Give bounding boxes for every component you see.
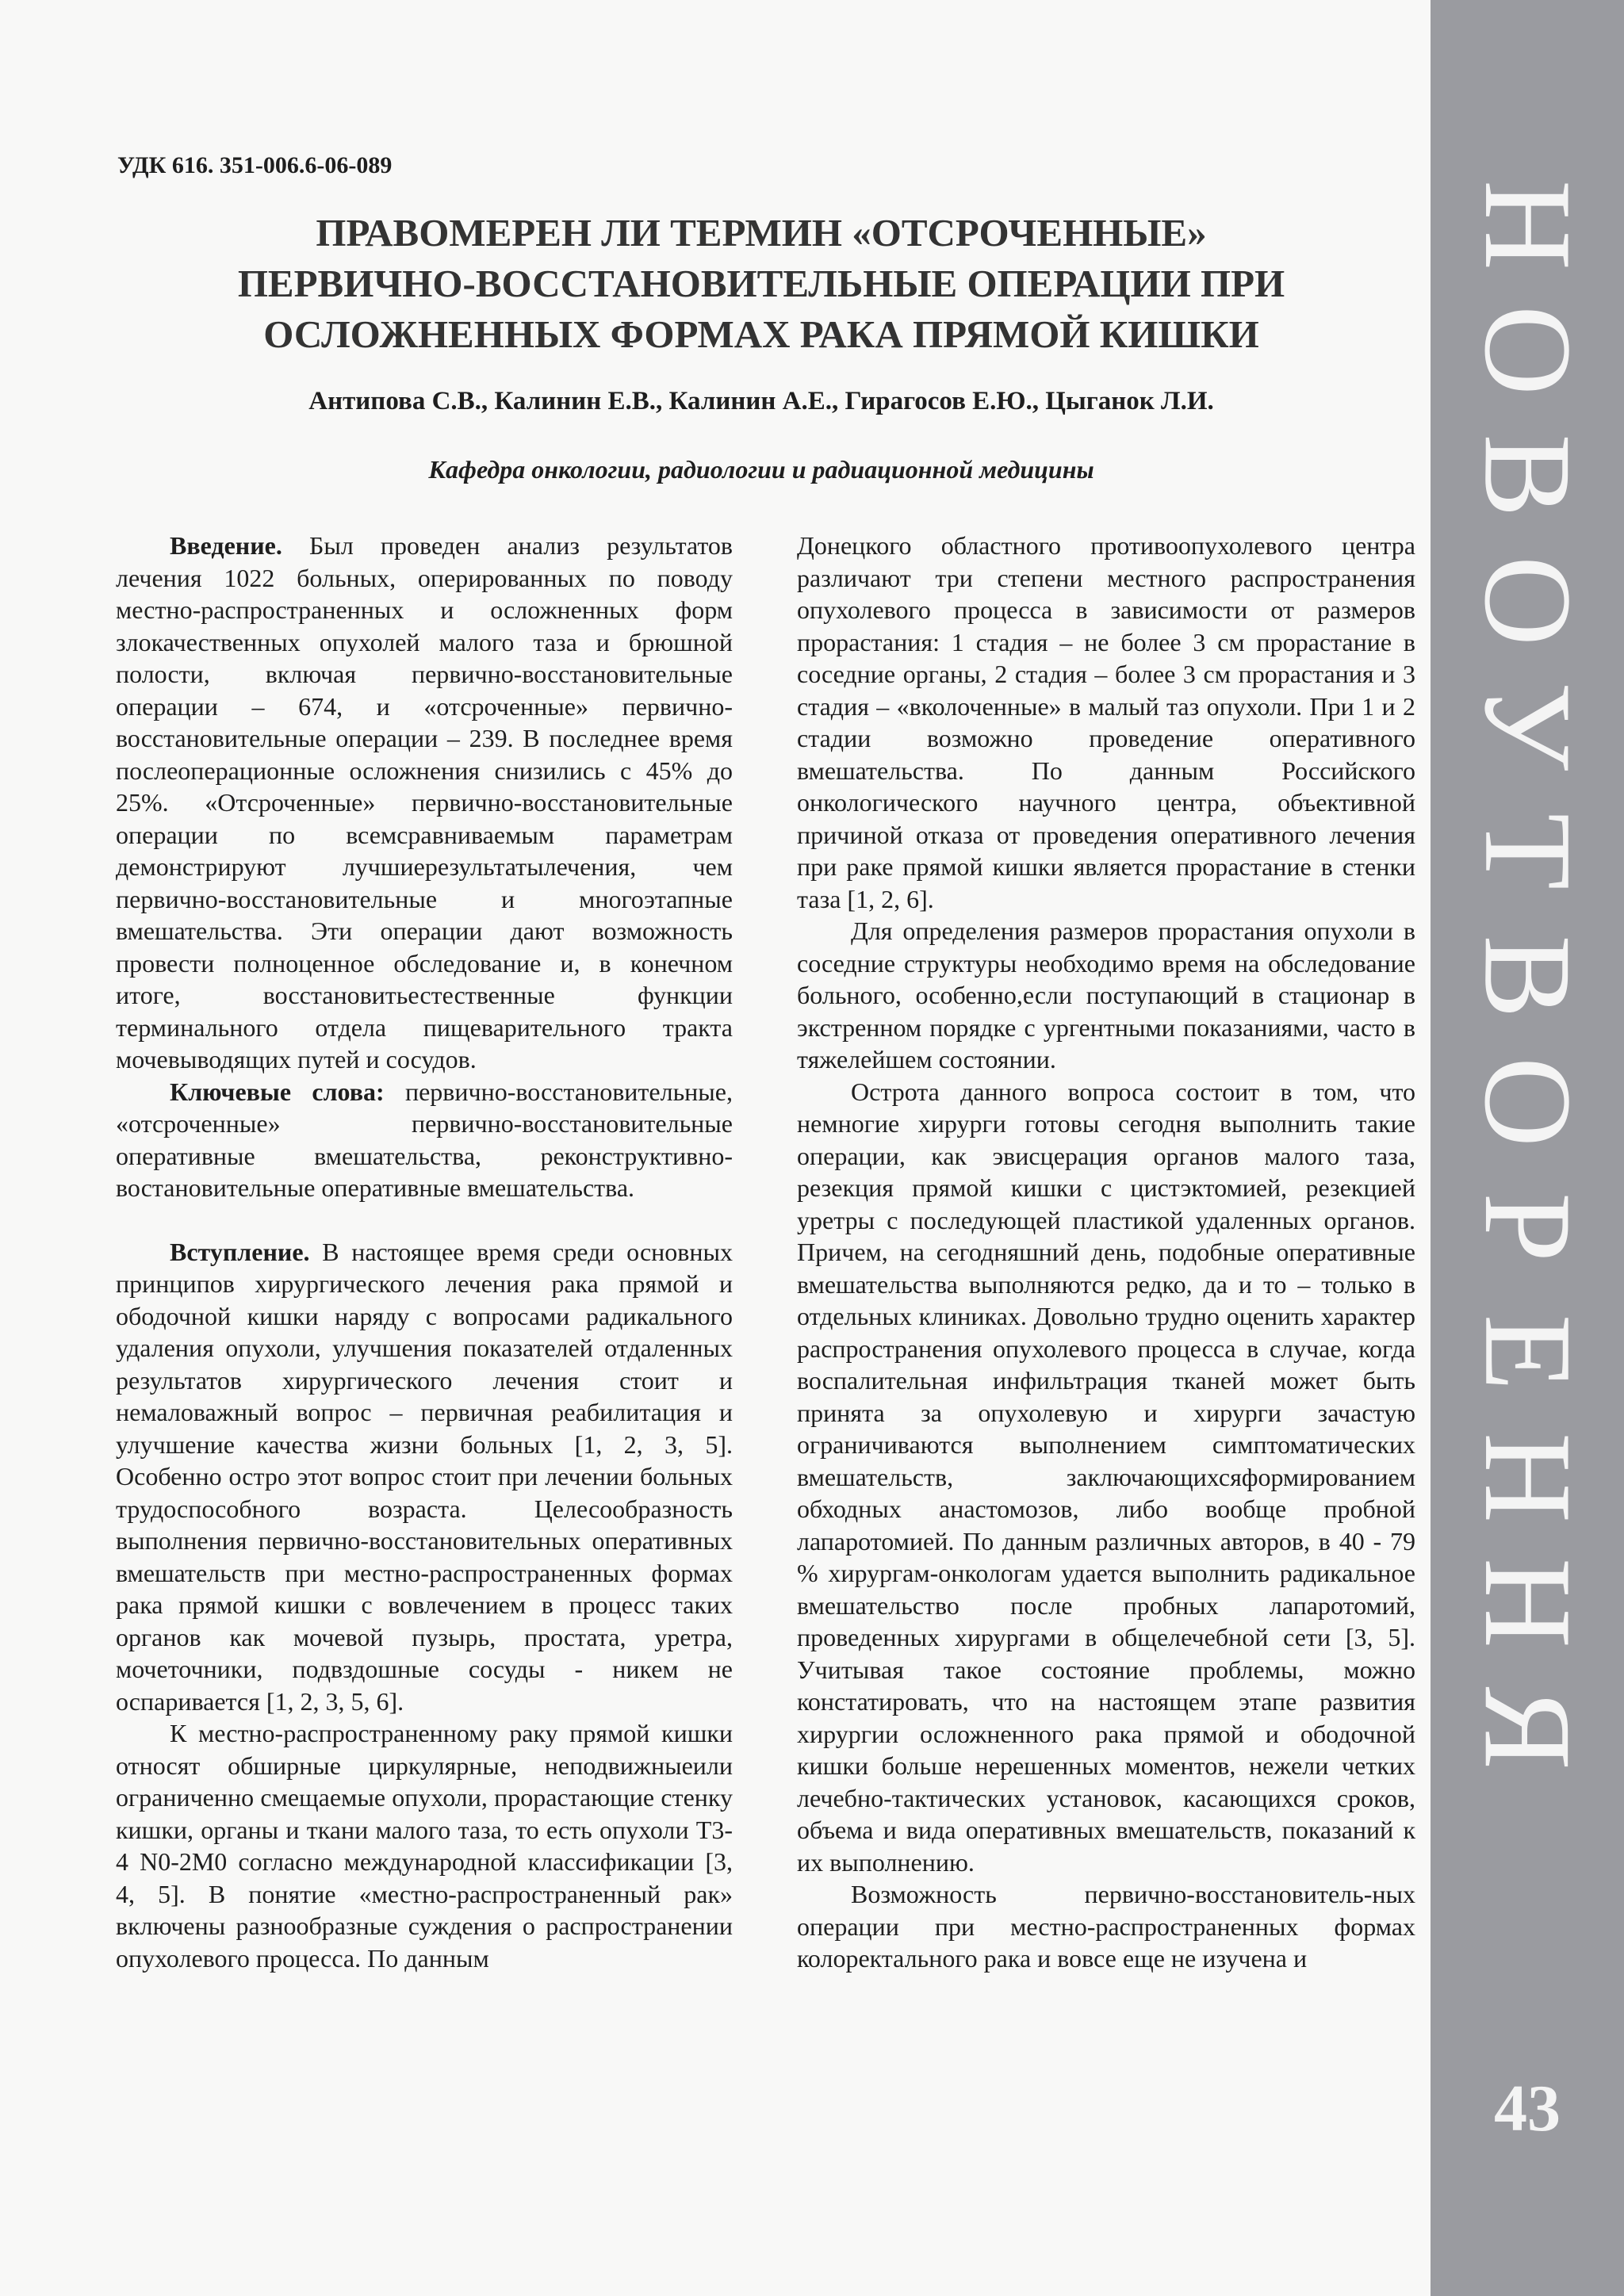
- text-keywords: первично-восстановительные, «отсроченные» первично-восстановительные оперативные вмешательства, реконструктивно-востановительные оперативные вмешательства.: [116, 1077, 733, 1202]
- title-line: ПРАВОМЕРЕН ЛИ ТЕРМИН «ОТСРОЧЕННЫЕ»: [316, 211, 1207, 254]
- paragraph-keywords: [116, 1076, 733, 1204]
- section-title-vertical: [1431, 163, 1624, 1770]
- section-letter: Т: [1457, 813, 1597, 890]
- title-line: ОСЛОЖНЕННЫХ ФОРМАХ РАКА ПРЯМОЙ КИШКИ: [263, 312, 1259, 356]
- lead-introduction: Введение.: [170, 531, 282, 560]
- paragraph-possibility: Возможность первично-восстановитель-ных операции при местно-распространенных формах колоректального рака и вовсе еще не изучена и: [797, 1880, 1415, 1973]
- section-letter: О: [1457, 555, 1597, 647]
- section-sidebar: [1431, 0, 1624, 2296]
- section-letter: Р: [1458, 1192, 1597, 1262]
- paragraph-local-cancer: [116, 1717, 733, 1974]
- article-title: [117, 208, 1405, 360]
- lead-preamble: Вступление.: [170, 1237, 310, 1266]
- affiliation: Кафедра онкологии, радиологии и радиационной медицины: [428, 455, 1094, 484]
- text-local-cancer: К местно-распространенному раку прямой кишки относят обширные циркулярные, неподвижныеили ограниченно смещаемые опухоли, прорастающие стенку кишки, органы и ткани малого таза, то есть опухоли Т3-4 N0-2M0 согласно международной классификации [3, 4, 5]. В понятие «местно-распространенный рак» включены разнообразные суждения о распространении опухолевого процесса. По данным: [116, 1719, 733, 1973]
- section-letter: У: [1458, 682, 1597, 771]
- section-letter: О: [1457, 1056, 1597, 1148]
- right-column: [797, 530, 1415, 1975]
- paragraph-acuity: Острота данного вопроса состоит в том, что немногие хирурги готовы сегодня выполнить такие операции, как эвисцерация органов малого таза, резекция прямой кишки с цистэктомией, резекцией уретры с последующей пластикой удаленных органов. Причем, на сегодняшний день, подобные оперативные вмешательства выполняются редко, да и то – только в отдельных клиниках. Довольно трудно оценить характер распространения опухолевого процесса в случае, когда воспалительная инфильтрация тканей может быть принята за опухолевую и хирурги зачастую ограничиваются выполнением симптоматических вмешательств, заключающихсяформированием обходных анастомозов, либо вообще пробной лапаротомией. По данным различных авторов, в 40 - 79 % хирургам-онкологам удается выполнить радикальное вмешательство после пробных лапаротомий, проведенных хирургами в общелечебной сети [3, 5]. Учитывая такое состояние проблемы, можно констатировать, что на настоящем этапе развития хирургии осложненного рака прямой и ободочной кишки больше нерешенных моментов, нежели четких лечебно-тактических установок, касающихся сроков, объема и вида оперативных вмешательств, показаний к их выполнению.: [797, 1077, 1415, 1877]
- section-letter: Е: [1457, 1314, 1597, 1391]
- left-column: [116, 530, 733, 1974]
- page-number: 43: [1494, 2072, 1561, 2145]
- section-letter: В: [1457, 935, 1597, 1019]
- text-introduction: Был проведен анализ результатов лечения 1022 больных, оперированных по поводу местно-распространенных и осложненных форм злокачественных опухолей малого таза и брюшной полости, включая первично-восстановительные операции – 674, и «отсроченные» первично-восстановительные операции – 239. В последнее время послеоперационные осложнения снизились с 45% до 25%. «Отсроченные» первично-восстановительные операции по всемсравниваемым параметрам демонстрируют лучшиерезультатылечения, чем первично-восстановительные и многоэтапные вмешательства. Эти операции дают возможность провести полноценное обследование и, в конечном итоге, восстановитьестественные функции терминального отдела пищеварительного тракта мочевыводящих путей и сосудов.: [116, 531, 733, 1073]
- lead-keywords: Ключевые слова:: [170, 1077, 385, 1106]
- section-letter: О: [1457, 304, 1597, 396]
- text-preamble: В настоящее время среди основных принципов хирургического лечения рака прямой и ободочной кишки наряду с вопросами радикального удаления опухоли, улучшения показателей отдаленных результатов хирургического лечения стоит и немаловажный вопрос – первичная реабилитация и улучшение качества жизни больных [1, 2, 3, 5]. Особенно остро этот вопрос стоит при лечении больных трудоспособного возраста. Целесообразность выполнения первично-восстановительных оперативных вмешательств при местно-распространенных формах рака прямой кишки с вовлечением в процесс таких органов как мочевой пузырь, простата, уретра, мочеточники, подвздошные сосуды - никем не оспаривается [1, 2, 3, 5, 6].: [116, 1237, 733, 1716]
- section-letter: Я: [1457, 1686, 1597, 1770]
- section-letter: Н: [1457, 1432, 1597, 1524]
- title-line: ПЕРВИЧНО-ВОССТАНОВИТЕЛЬНЫЕ ОПЕРАЦИИ ПРИ: [237, 262, 1285, 305]
- udc-code: УДК 616. 351-006.6-06-089: [117, 152, 393, 178]
- section-letter: В: [1457, 434, 1597, 518]
- section-letter: Н: [1457, 1557, 1597, 1649]
- paragraph-examination: Для определения размеров прорастания опухоли в соседние структуры необходимо время на обследование больного, особенно,если поступающий в стационар в экстренном порядке с ургентными показаниями, часто в тяжелейшем состоянии.: [797, 916, 1415, 1073]
- authors: Антипова С.В., Калинин Е.В., Калинин А.Е., Гирагосов Е.Ю., Цыганок Л.И.: [308, 387, 1214, 415]
- paragraph-preamble: [116, 1236, 733, 1718]
- section-letter: Н: [1457, 179, 1597, 271]
- paragraph-introduction: [116, 530, 733, 1076]
- paragraph-stages: Донецкого областного противоопухолевого центра различают три степени местного распространения опухолевого процесса в зависимости от размеров прорастания: 1 стадия – не более 3 см прорастание в соседние органы, 2 стадия – более 3 см прорастания и 3 стадия – «вколоченные» в малый таз опухоли. При 1 и 2 стадии возможно проведение оперативного вмешательства. По данным Российского онкологического научного центра, объективной причиной отказа от проведения оперативного лечения при раке прямой кишки является прорастание в стенки таза [1, 2, 6].: [797, 531, 1415, 913]
